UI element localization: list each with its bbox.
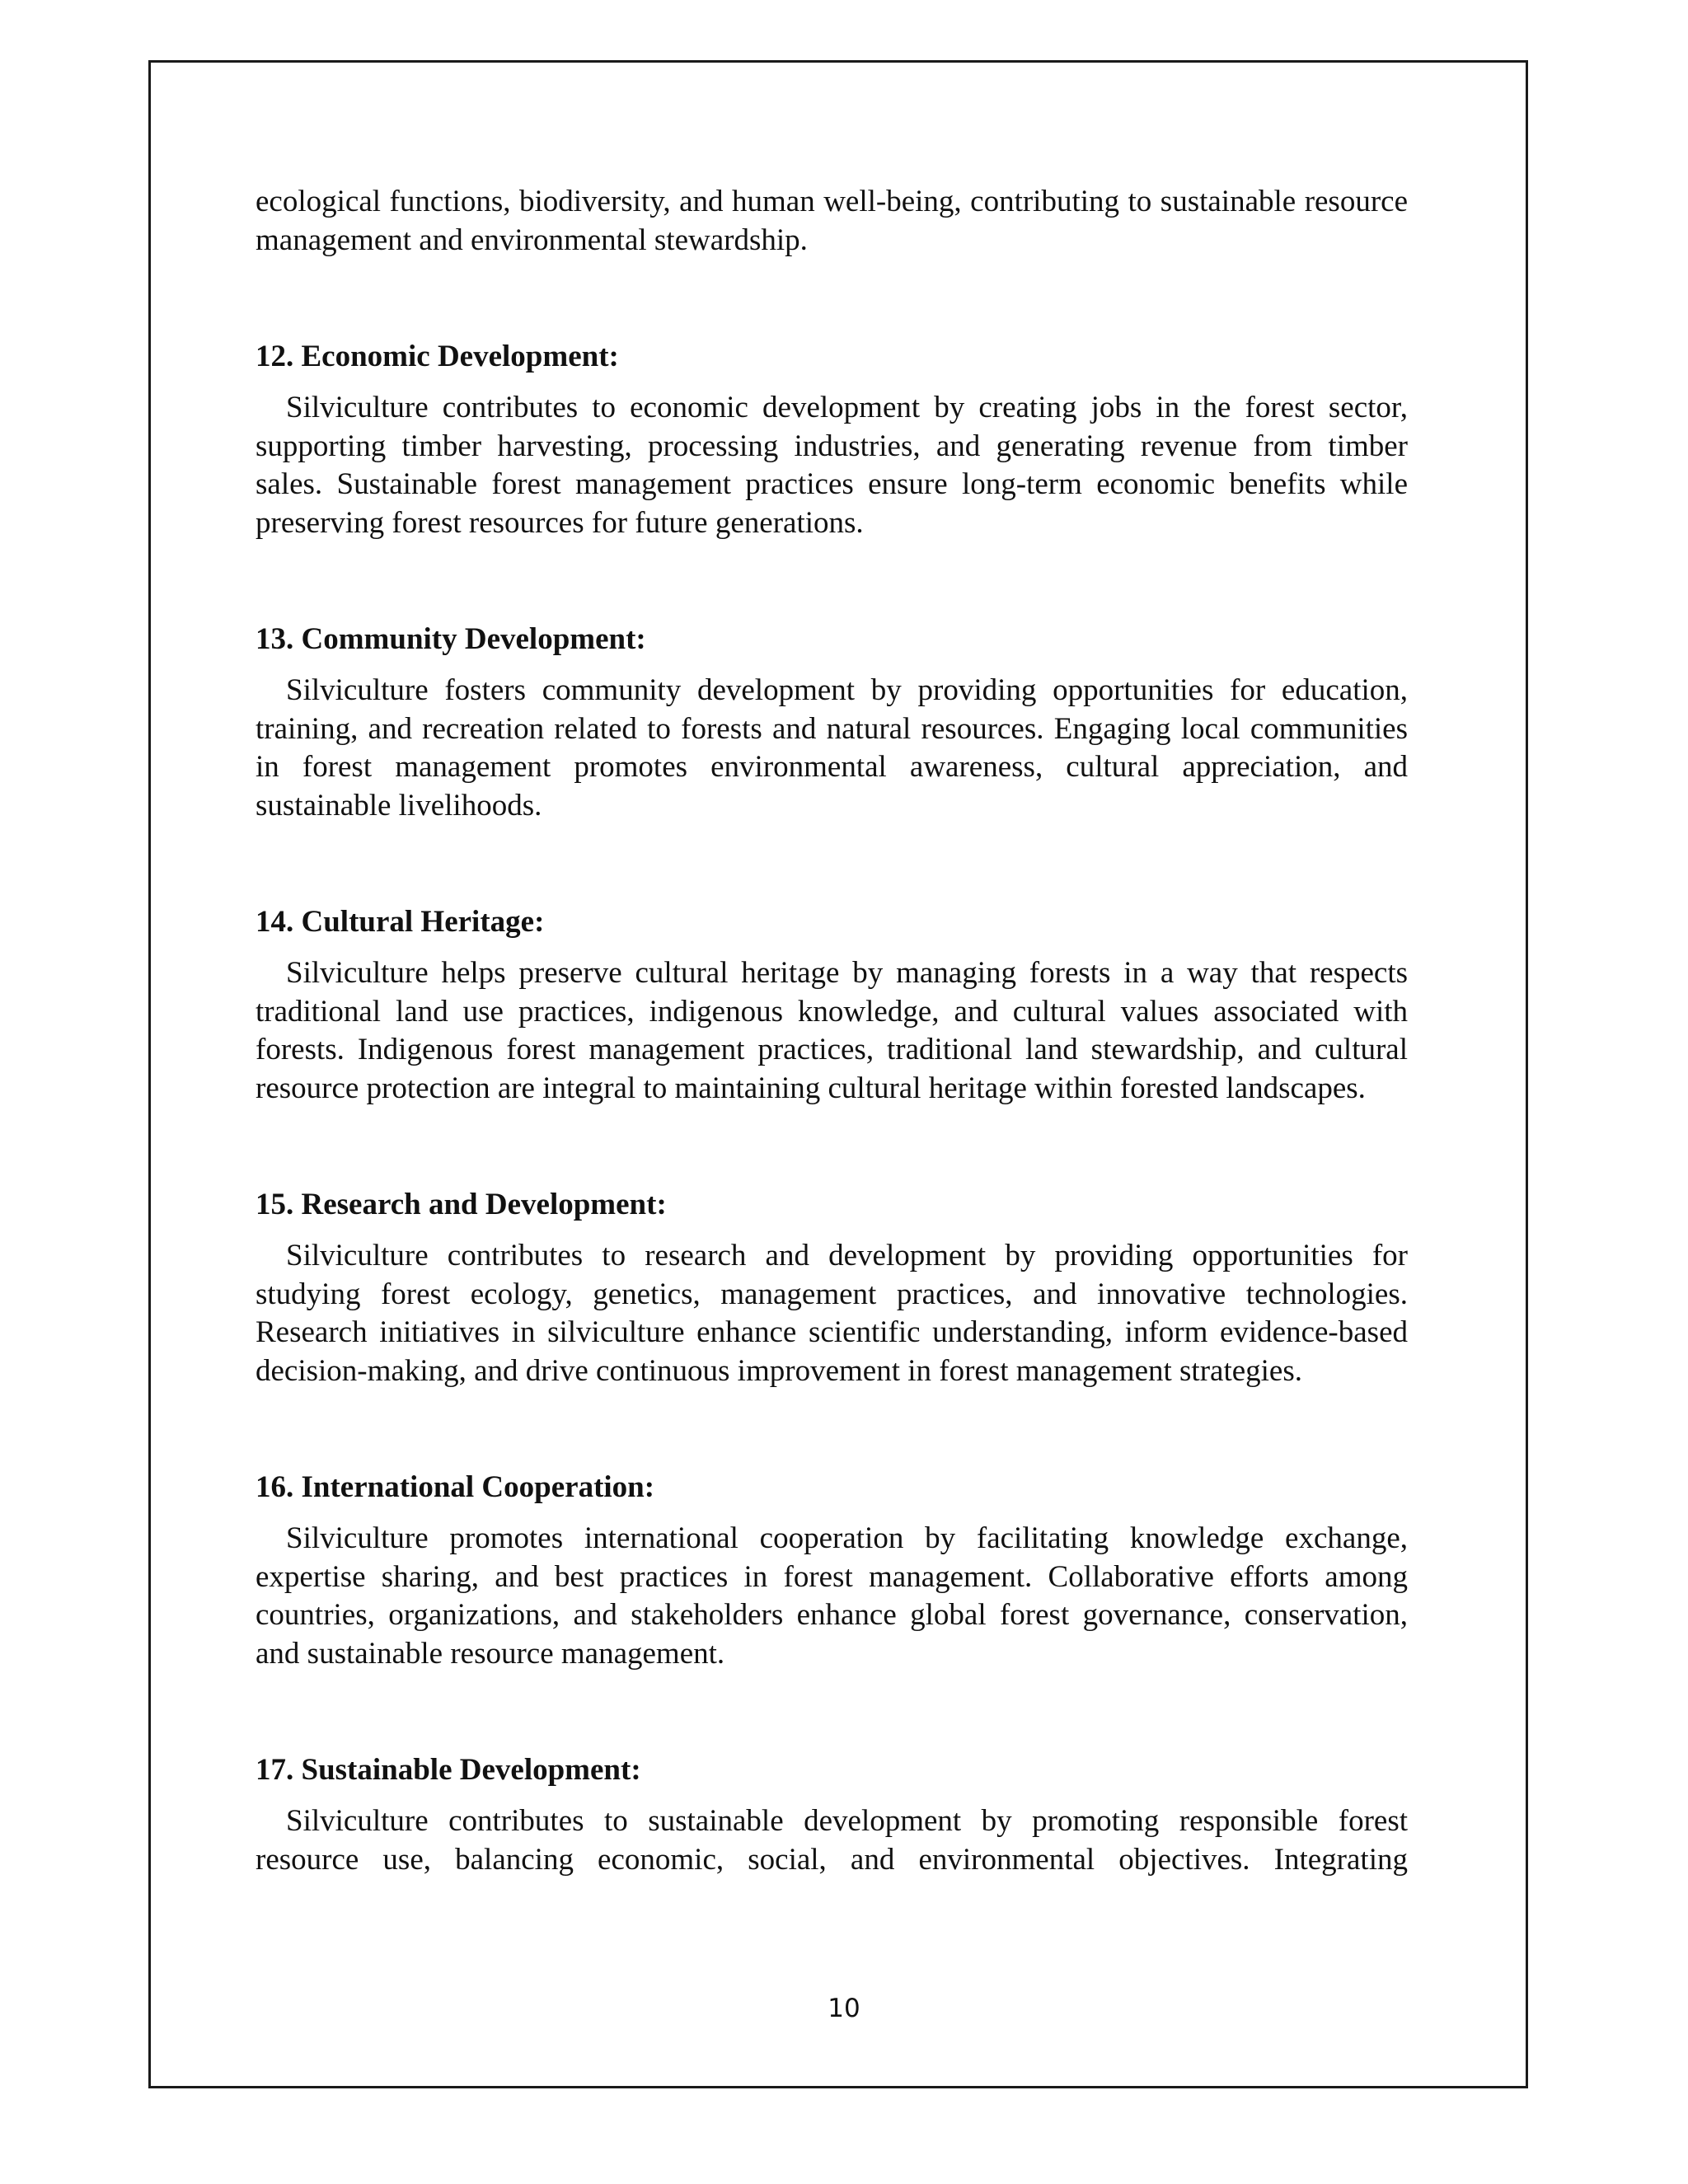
section-body: Silviculture contributes to sustainable development by promoting responsible forest resource use, balancing economic, social, and environmental objectives. Integrating — [256, 1804, 1408, 1877]
section-cultural-heritage — [256, 903, 1408, 1108]
section-body: Silviculture contributes to research and development by providing opportunities for studying forest ecology, genetics, management practices, and innovative technologies. Research initiatives in silviculture enhance scientific understanding, inform evidence-based decision-making, and drive continuous improvement in forest management strategies. — [256, 1239, 1408, 1388]
section-sustainable-development — [256, 1751, 1408, 1879]
section-body: Silviculture promotes international cooperation by facilitating knowledge exchange, expertise sharing, and best practices in forest management. Collaborative efforts among countries, organizations, and stakeholders enhance global forest governance, conservation, and sustainable resource management. — [256, 1521, 1408, 1671]
section-body: Silviculture fosters community development by providing opportunities for education, training, and recreation related to forests and natural resources. Engaging local communities in forest management promotes environmental awareness, cultural appreciation, and sustainable livelihoods. — [256, 673, 1408, 823]
section-heading: 16. International Cooperation: — [256, 1470, 655, 1504]
section-economic-development — [256, 338, 1408, 542]
section-international-cooperation — [256, 1469, 1408, 1673]
section-heading: 12. Economic Development: — [256, 340, 619, 373]
section-heading: 15. Research and Development: — [256, 1188, 667, 1221]
intro-paragraph: ecological functions, biodiversity, and human well-being, contributing to sustainable resource management and environmental stewardship. — [256, 185, 1408, 257]
section-body: Silviculture contributes to economic development by creating jobs in the forest sector, supporting timber harvesting, processing industries, and generating revenue from timber sales. Sustainable forest management practices ensure long-term economic benefits while preserving forest resources for future generations. — [256, 391, 1408, 540]
section-heading: 14. Cultural Heritage: — [256, 905, 545, 939]
section-heading: 13. Community Development: — [256, 622, 646, 656]
section-community-development — [256, 621, 1408, 825]
section-research-and-development — [256, 1186, 1408, 1390]
document-body — [256, 183, 1408, 1879]
section-body: Silviculture helps preserve cultural heritage by managing forests in a way that respects traditional land use practices, indigenous knowledge, and cultural values associated with forests. Indigenous forest management practices, traditional land stewardship, and cultural resource protection are integral to maintaining cultural heritage within forested landscapes. — [256, 956, 1408, 1105]
page-number: 10 — [828, 1994, 860, 2023]
section-heading: 17. Sustainable Development: — [256, 1753, 641, 1787]
